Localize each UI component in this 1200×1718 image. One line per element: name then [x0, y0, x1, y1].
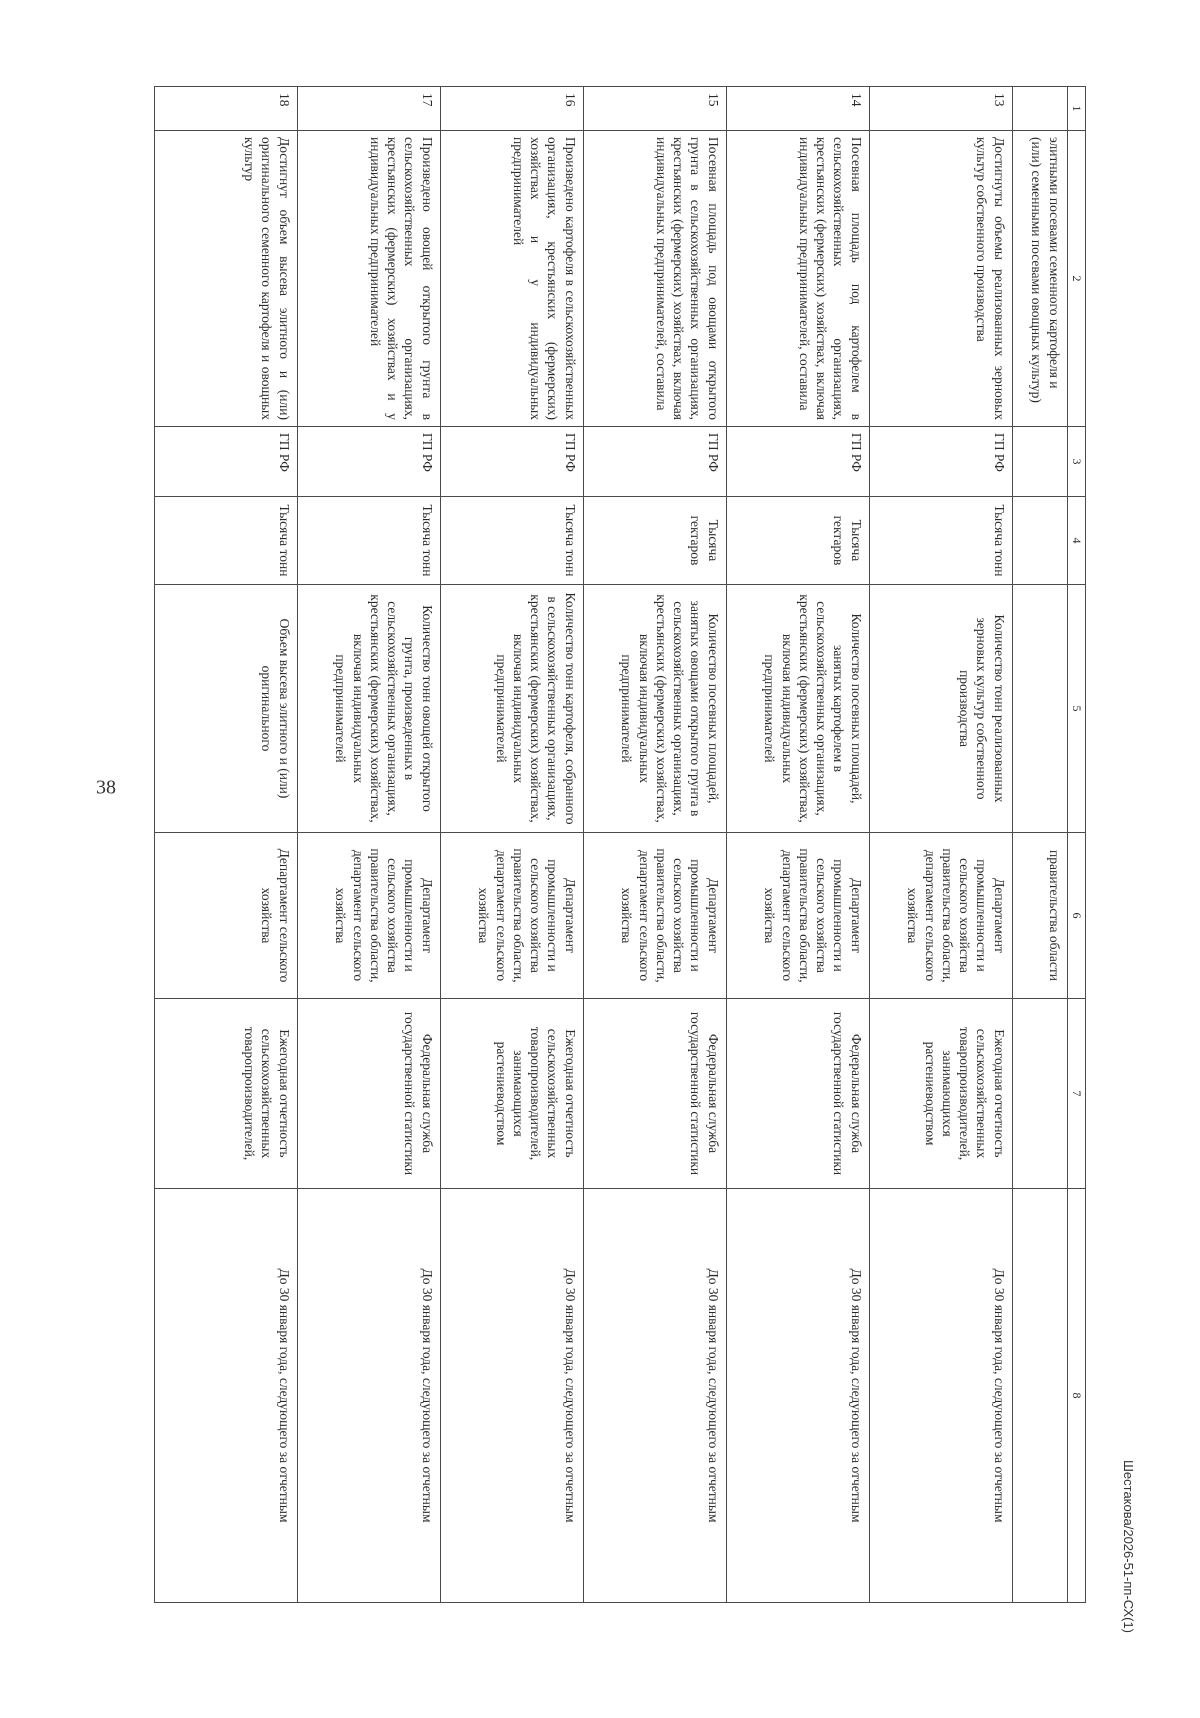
data-source: Федеральная служба государственной статистики: [583, 999, 726, 1189]
table-row: [440, 87, 583, 1603]
indicator-definition: Объем высева элитного и (или) оригинального: [154, 585, 297, 833]
program-level: ГП РФ: [440, 427, 583, 497]
responsible: Департамент промышленности и сельского хозяйства правительства области, департамент сельского хозяйства: [869, 833, 1012, 999]
indicator-definition: Количество тонн картофеля, собранного в сельскохозяйственных организациях, крестьянских (фермерских) хозяйствах, включая индивидуальных предпринимателей: [440, 585, 583, 833]
indicator-definition: Количество посевных площадей, занятых картофелем в сельскохозяйственных организациях, крестьянских (фермерских) хозяйствах, включая индивидуальных предпринимателей: [726, 585, 869, 833]
deadline: До 30 января года, следующего за отчетным: [297, 1189, 440, 1603]
program-level: ГП РФ: [297, 427, 440, 497]
table-row: [154, 87, 297, 1603]
continuation-indicator: элитными посевами семенного картофеля и (или) семенными посевами овощных культур): [1012, 131, 1067, 427]
unit: Тысяча тонн: [297, 497, 440, 585]
continuation-responsible: правительства области: [1012, 833, 1067, 999]
unit: Тысяча тонн: [440, 497, 583, 585]
header-row: [1067, 87, 1085, 1603]
indicator-name: Достигнуты объемы реализованных зерновых культур собственного производства: [869, 131, 1012, 427]
deadline: До 30 января года, следующего за отчетным: [726, 1189, 869, 1603]
continuation-num: [1012, 87, 1067, 131]
header-cell-6: 6: [1067, 833, 1085, 999]
table-row: [583, 87, 726, 1603]
row-number: 16: [440, 87, 583, 131]
document-code: Шестакова/2026-51-пп-СХ(1): [1121, 1460, 1136, 1634]
indicator-name: Достигнут объем высева элитного и (или) оригинального семенного картофеля и овощных культур: [154, 131, 297, 427]
deadline: До 30 января года, следующего за отчетным: [583, 1189, 726, 1603]
row-number: 13: [869, 87, 1012, 131]
program-level: ГП РФ: [869, 427, 1012, 497]
responsible: Департамент промышленности и сельского хозяйства правительства области, департамент сельского хозяйства: [726, 833, 869, 999]
table-row: [297, 87, 440, 1603]
indicator-definition: Количество тонн овощей открытого грунта, произведенных в сельскохозяйственных организациях, крестьянских (фермерских) хозяйствах, включая индивидуальных предпринимателей: [297, 585, 440, 833]
table-row: [869, 87, 1012, 1603]
responsible: Департамент промышленности и сельского хозяйства правительства области, департамент сельского хозяйства: [297, 833, 440, 999]
indicator-name: Посевная площадь под картофелем в сельскохозяйственных организациях, крестьянских (фермерских) хозяйствах, включая индивидуальных предпринимателей, составила: [726, 131, 869, 427]
indicator-name: Произведено картофеля в сельскохозяйственных организациях, крестьянских (фермерских) хозяйствах и у индивидуальных предпринимателей: [440, 131, 583, 427]
header-cell-3: 3: [1067, 427, 1085, 497]
row-number: 18: [154, 87, 297, 131]
row-number: 17: [297, 87, 440, 131]
indicator-name: Посевная площадь под овощами открытого грунта в сельскохозяйственных организациях, крестьянских (фермерских) хозяйствах, включая индивидуальных предпринимателей, составила: [583, 131, 726, 427]
unit: Тысяча гектаров: [583, 497, 726, 585]
deadline: До 30 января года, следующего за отчетным: [154, 1189, 297, 1603]
table-row: [726, 87, 869, 1603]
header-cell-8: 8: [1067, 1189, 1085, 1603]
header-cell-7: 7: [1067, 999, 1085, 1189]
deadline: До 30 января года, следующего за отчетным: [869, 1189, 1012, 1603]
indicator-definition: Количество посевных площадей, занятых овощами открытого грунта в сельскохозяйственных организациях, крестьянских (фермерских) хозяйствах, включая индивидуальных предпринимателей: [583, 585, 726, 833]
indicator-definition: Количество тонн реализованных зерновых культур собственного производства: [869, 585, 1012, 833]
header-cell-5: 5: [1067, 585, 1085, 833]
header-cell-4: 4: [1067, 497, 1085, 585]
page-number: 38: [96, 776, 116, 799]
data-source: Ежегодная отчетность сельскохозяйственных товаропроизводителей, занимающихся растениеводством: [869, 999, 1012, 1189]
indicator-table: [154, 86, 1086, 1603]
program-level: ГП РФ: [154, 427, 297, 497]
header-cell-1: 1: [1067, 87, 1085, 131]
responsible: Департамент промышленности и сельского хозяйства правительства области, департамент сельского хозяйства: [583, 833, 726, 999]
program-level: ГП РФ: [726, 427, 869, 497]
row-number: 15: [583, 87, 726, 131]
unit: Тысяча гектаров: [726, 497, 869, 585]
data-source: Федеральная служба государственной статистики: [297, 999, 440, 1189]
unit: Тысяча тонн: [154, 497, 297, 585]
data-source: Ежегодная отчетность сельскохозяйственных товаропроизводителей, занимающихся растениеводством: [440, 999, 583, 1189]
program-level: ГП РФ: [583, 427, 726, 497]
rotated-table-container: [178, 86, 1086, 1602]
header-cell-2: 2: [1067, 131, 1085, 427]
data-source: Федеральная служба государственной статистики: [726, 999, 869, 1189]
responsible: Департамент сельского хозяйства: [154, 833, 297, 999]
continuation-row: [1012, 87, 1067, 1603]
responsible: Департамент промышленности и сельского хозяйства правительства области, департамент сельского хозяйства: [440, 833, 583, 999]
row-number: 14: [726, 87, 869, 131]
unit: Тысяча тонн: [869, 497, 1012, 585]
indicator-name: Произведено овощей открытого грунта в сельскохозяйственных организациях, крестьянских (фермерских) хозяйствах и у индивидуальных предпринимателей: [297, 131, 440, 427]
deadline: До 30 января года, следующего за отчетным: [440, 1189, 583, 1603]
data-source: Ежегодная отчетность сельскохозяйственных товаропроизводителей,: [154, 999, 297, 1189]
